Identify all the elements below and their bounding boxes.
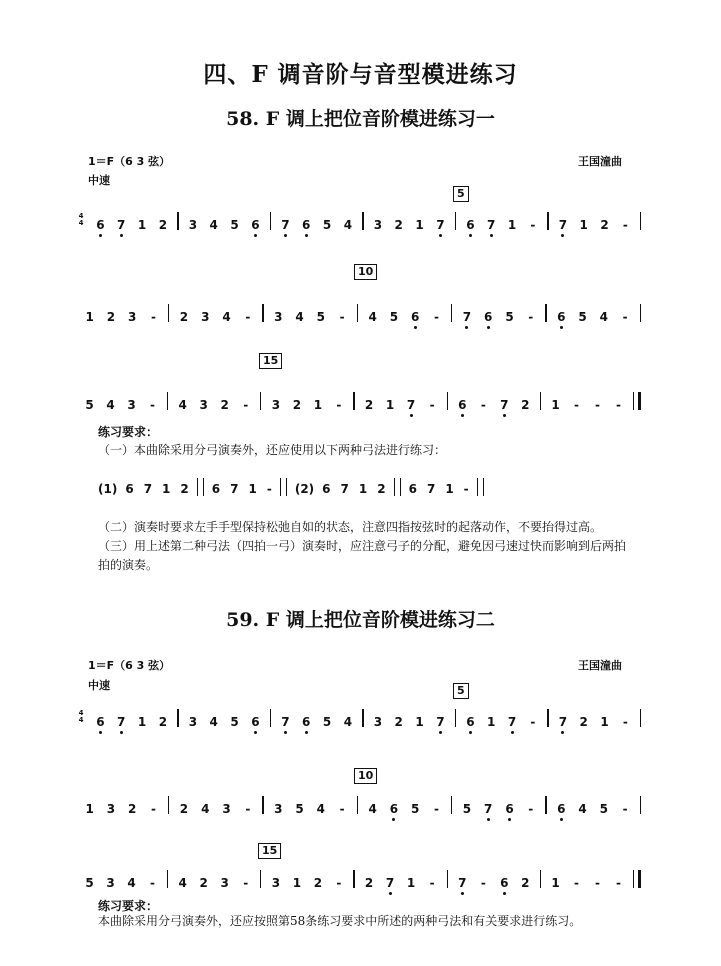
measure — [456, 208, 547, 232]
jianpu-note: 3 — [106, 876, 115, 890]
jianpu-note: 6 — [387, 792, 401, 816]
sustain-dash: - — [433, 310, 439, 324]
low-octave-dot — [120, 731, 123, 734]
exercise-59-line-3 — [75, 866, 641, 890]
sustain-dash: - — [480, 398, 486, 412]
low-octave-dot — [284, 731, 287, 734]
measure — [264, 792, 357, 816]
measure — [264, 300, 357, 324]
exercise-59-time-signature: 4 4 — [78, 709, 84, 724]
sustain-dash: - — [433, 802, 439, 816]
jianpu-note: 6 — [554, 792, 568, 816]
section-title: 四、F 调音阶与音型模进练习 — [203, 61, 518, 88]
jianpu-note: 3 — [188, 218, 198, 232]
jianpu-note: 3 — [373, 715, 383, 729]
jianpu-note: 3 — [373, 218, 383, 232]
jianpu-note: 5 — [505, 310, 514, 324]
low-octave-dot — [461, 414, 464, 417]
jianpu-note: 5 — [85, 398, 94, 412]
jianpu-note: 2 — [292, 398, 302, 412]
sustain-dash: - — [243, 398, 249, 412]
jianpu-note: 7 — [278, 705, 292, 729]
jianpu-note: 2 — [377, 482, 386, 496]
measure — [452, 300, 545, 324]
jianpu-note: 1 — [162, 482, 171, 496]
sustain-dash: - — [530, 218, 536, 232]
jianpu-note: 6 — [408, 300, 422, 324]
jianpu-note: 7 — [143, 482, 153, 496]
exercise-59-requirement-1: 本曲除采用分弓演奏外，还应按照第58条练习要求中所述的两种弓法和有关要求进行练习。 — [98, 914, 582, 928]
jianpu-note: 2 — [106, 310, 116, 324]
jianpu-note: 5 — [322, 715, 332, 729]
sustain-dash: - — [530, 715, 536, 729]
jianpu-note: 2 — [180, 482, 189, 496]
jianpu-note: 1 — [600, 715, 609, 729]
measure — [358, 300, 451, 324]
measure — [261, 388, 353, 412]
jianpu-note: 1 — [507, 218, 517, 232]
jianpu-note: 7 — [460, 300, 474, 324]
bowing-2-label: (2) — [294, 482, 315, 496]
jianpu-note: 7 — [556, 705, 570, 729]
sustain-dash: - — [266, 482, 272, 496]
sustain-dash: - — [245, 802, 251, 816]
measure — [75, 866, 167, 890]
jianpu-note: 3 — [220, 876, 229, 890]
exercise-58-rehearsal-mark-15: 15 — [259, 353, 282, 369]
measure — [271, 208, 362, 232]
sustain-dash: - — [574, 876, 579, 890]
measure — [452, 792, 545, 816]
jianpu-note: 4 — [295, 310, 304, 324]
jianpu-note: 7 — [433, 208, 447, 232]
measure — [448, 866, 540, 890]
sustain-dash: - — [574, 398, 579, 412]
jianpu-note: 4 — [209, 218, 218, 232]
jianpu-note: 7 — [404, 388, 418, 412]
low-octave-dot — [561, 234, 564, 237]
measure — [169, 300, 262, 324]
jianpu-note: 4 — [599, 310, 609, 324]
measure — [549, 208, 640, 232]
double-barline — [197, 478, 204, 496]
jianpu-note: 7 — [340, 482, 349, 496]
jianpu-note: 1 — [358, 482, 368, 496]
jianpu-note: 5 — [322, 218, 332, 232]
measure — [358, 792, 451, 816]
jianpu-note: 6 — [554, 300, 568, 324]
jianpu-note: 6 — [481, 300, 495, 324]
measure — [456, 705, 547, 729]
jianpu-note: 7 — [433, 705, 447, 729]
jianpu-note: 4 — [106, 398, 115, 412]
sustain-dash: - — [150, 802, 156, 816]
jianpu-note: 3 — [222, 802, 231, 816]
jianpu-note: 4 — [127, 876, 136, 890]
bowing-1-pattern-a — [125, 482, 188, 496]
jianpu-note: 6 — [503, 792, 517, 816]
barline — [640, 212, 641, 230]
measure — [75, 388, 167, 412]
measure — [261, 866, 353, 890]
jianpu-note: 7 — [481, 792, 495, 816]
measure — [549, 705, 640, 729]
bowing-1-pattern-b — [212, 482, 272, 496]
sustain-dash: - — [622, 802, 628, 816]
low-octave-dot — [561, 731, 564, 734]
jianpu-note: 1 — [292, 876, 302, 890]
low-octave-dot — [284, 234, 287, 237]
jianpu-note: 7 — [230, 482, 239, 496]
sustain-dash: - — [528, 802, 534, 816]
low-octave-dot — [439, 731, 442, 734]
measure — [547, 792, 640, 816]
jianpu-note: 2 — [158, 715, 168, 729]
exercise-59-title: 59. F 调上把位音阶模进练习二 — [226, 609, 495, 631]
low-octave-dot — [508, 818, 511, 821]
jianpu-note: 3 — [106, 802, 116, 816]
jianpu-note: 3 — [271, 398, 281, 412]
measure — [541, 388, 633, 412]
measure — [355, 866, 447, 890]
exercise-59-composer: 王国潼曲 — [578, 659, 622, 672]
jianpu-note: 4 — [316, 802, 326, 816]
low-octave-dot — [254, 234, 257, 237]
jianpu-note: 2 — [179, 802, 189, 816]
jianpu-note: 6 — [322, 482, 331, 496]
exercise-58-requirement-2: （二）演奏时要求左手手型保持松弛自如的状态，注意四指按弦时的起落动作，不要抬得过高。 — [98, 520, 603, 534]
jianpu-note: 6 — [93, 208, 107, 232]
jianpu-note: 6 — [463, 705, 477, 729]
measure — [271, 705, 362, 729]
sustain-dash: - — [336, 876, 342, 890]
low-octave-dot — [560, 326, 563, 329]
jianpu-note: 1 — [385, 398, 395, 412]
low-octave-dot — [469, 234, 472, 237]
final-barline — [633, 870, 641, 888]
jianpu-note: 2 — [220, 398, 229, 412]
jianpu-note: 5 — [411, 802, 420, 816]
low-octave-dot — [99, 234, 102, 237]
exercise-58-line-1 — [86, 208, 641, 232]
exercise-59-rehearsal-mark-15: 15 — [258, 843, 281, 859]
final-barline — [633, 392, 641, 410]
jianpu-note: 6 — [299, 208, 313, 232]
low-octave-dot — [414, 326, 417, 329]
measure — [179, 208, 270, 232]
jianpu-note: 1 — [85, 310, 94, 324]
exercise-59-tempo: 中速 — [88, 679, 110, 692]
jianpu-note: 4 — [343, 218, 353, 232]
measure — [169, 792, 262, 816]
measure — [364, 208, 455, 232]
jianpu-note: 3 — [271, 876, 281, 890]
measure — [179, 705, 270, 729]
jianpu-note: 2 — [199, 876, 208, 890]
low-octave-dot — [254, 731, 257, 734]
jianpu-note: 6 — [299, 705, 313, 729]
jianpu-note: 3 — [201, 310, 210, 324]
jianpu-note: 5 — [578, 310, 587, 324]
low-octave-dot — [465, 326, 468, 329]
jianpu-note: 3 — [188, 715, 198, 729]
low-octave-dot — [511, 731, 514, 734]
jianpu-note: 4 — [222, 310, 231, 324]
sustain-dash: - — [622, 218, 628, 232]
jianpu-note: 5 — [295, 802, 304, 816]
exercise-58-requirement-1: （一）本曲除采用分弓演奏外，还应使用以下两种弓法进行练习： — [98, 443, 447, 457]
double-barline — [280, 478, 287, 496]
exercise-58-rehearsal-mark-5: 5 — [453, 186, 469, 202]
jianpu-note: 4 — [368, 802, 377, 816]
low-octave-dot — [305, 234, 308, 237]
exercise-58-requirement-3: （三）用上述第二种弓法（四拍一弓）演奏时，应注意弓子的分配，避免因弓速过快而影响到后两拍拍的演奏。 — [98, 539, 627, 572]
bowing-2-pattern-a — [322, 482, 385, 496]
measure — [86, 208, 177, 232]
sustain-dash: - — [528, 310, 534, 324]
low-octave-dot — [503, 414, 506, 417]
jianpu-note: 2 — [128, 802, 137, 816]
jianpu-note: 7 — [114, 208, 128, 232]
jianpu-note: 3 — [199, 398, 208, 412]
exercise-59-key-signature: 1＝F（6 3 弦） — [88, 659, 171, 672]
jianpu-note: 4 — [178, 398, 187, 412]
sustain-dash: - — [336, 398, 342, 412]
sustain-dash: - — [622, 310, 628, 324]
measure — [75, 792, 168, 816]
jianpu-note: 6 — [408, 482, 417, 496]
measure — [75, 300, 168, 324]
jianpu-note: 3 — [127, 398, 136, 412]
low-octave-dot — [392, 818, 395, 821]
low-octave-dot — [469, 731, 472, 734]
jianpu-note: 5 — [316, 310, 326, 324]
jianpu-note: 4 — [178, 876, 187, 890]
jianpu-note: 5 — [230, 715, 239, 729]
jianpu-note: 6 — [93, 705, 107, 729]
jianpu-note: 6 — [463, 208, 477, 232]
jianpu-note: 6 — [125, 482, 134, 496]
jianpu-note: 3 — [274, 802, 283, 816]
low-octave-dot — [461, 892, 464, 895]
sustain-dash: - — [480, 876, 486, 890]
barline — [640, 304, 641, 322]
measure — [86, 705, 177, 729]
jianpu-note: 3 — [128, 310, 137, 324]
barline — [640, 796, 641, 814]
jianpu-note: 7 — [383, 866, 397, 890]
jianpu-note: 4 — [368, 310, 377, 324]
exercise-58-bowing-examples — [98, 478, 484, 496]
jianpu-note: 1 — [551, 876, 560, 890]
sustain-dash: - — [622, 715, 628, 729]
sustain-dash: - — [616, 876, 621, 890]
jianpu-note: 3 — [274, 310, 283, 324]
bowing-1-label: (1) — [98, 482, 118, 496]
jianpu-note: 1 — [137, 218, 147, 232]
jianpu-note: 2 — [521, 398, 530, 412]
sustain-dash: - — [245, 310, 251, 324]
jianpu-note: 6 — [455, 388, 469, 412]
jianpu-note: 2 — [579, 715, 588, 729]
exercise-59-requirements-heading: 练习要求： — [98, 899, 159, 913]
sustain-dash: - — [339, 802, 345, 816]
jianpu-note: 1 — [313, 398, 323, 412]
jianpu-note: 5 — [599, 802, 609, 816]
jianpu-note: 2 — [364, 876, 374, 890]
jianpu-note: 7 — [455, 866, 469, 890]
exercise-58-line-2 — [75, 300, 641, 324]
exercise-59-line-2 — [75, 792, 641, 816]
low-octave-dot — [120, 234, 123, 237]
jianpu-note: 4 — [209, 715, 218, 729]
bowing-2-pattern-b — [409, 482, 469, 496]
low-octave-dot — [490, 234, 493, 237]
jianpu-note: 6 — [248, 705, 262, 729]
jianpu-note: 7 — [114, 705, 128, 729]
exercise-59-rehearsal-mark-5: 5 — [453, 683, 469, 699]
jianpu-note: 2 — [600, 218, 609, 232]
low-octave-dot — [305, 731, 308, 734]
jianpu-note: 5 — [462, 802, 472, 816]
jianpu-note: 2 — [158, 218, 168, 232]
low-octave-dot — [99, 731, 102, 734]
jianpu-note: 6 — [248, 208, 262, 232]
jianpu-note: 6 — [211, 482, 221, 496]
measure — [448, 388, 540, 412]
exercise-58-key-signature: 1＝F（6 3 弦） — [88, 155, 171, 168]
measure — [547, 300, 640, 324]
jianpu-note: 2 — [394, 715, 403, 729]
sustain-dash: - — [595, 876, 600, 890]
jianpu-note: 6 — [497, 866, 511, 890]
jianpu-note: 2 — [179, 310, 189, 324]
jianpu-note: 2 — [521, 876, 530, 890]
sustain-dash: - — [339, 310, 345, 324]
barline — [640, 709, 641, 727]
sustain-dash: - — [429, 876, 435, 890]
jianpu-note: 1 — [248, 482, 257, 496]
exercise-59-line-1 — [86, 705, 641, 729]
sustain-dash: - — [150, 876, 155, 890]
low-octave-dot — [439, 234, 442, 237]
sustain-dash: - — [616, 398, 621, 412]
jianpu-note: 5 — [230, 218, 239, 232]
jianpu-note: 1 — [137, 715, 147, 729]
jianpu-note: 4 — [578, 802, 587, 816]
measure — [364, 705, 455, 729]
exercise-58-line-3 — [75, 388, 641, 412]
jianpu-note: 1 — [445, 482, 454, 496]
jianpu-note: 2 — [394, 218, 403, 232]
low-octave-dot — [560, 818, 563, 821]
measure — [541, 866, 633, 890]
jianpu-note: 4 — [343, 715, 353, 729]
low-octave-dot — [487, 326, 490, 329]
exercise-58-composer: 王国潼曲 — [578, 155, 622, 168]
jianpu-note: 4 — [201, 802, 210, 816]
measure — [355, 388, 447, 412]
jianpu-note: 7 — [484, 208, 498, 232]
sustain-dash: - — [150, 310, 156, 324]
exercise-58-requirements-heading: 练习要求： — [98, 425, 159, 439]
jianpu-note: 5 — [85, 876, 94, 890]
jianpu-note: 1 — [551, 398, 560, 412]
sustain-dash: - — [150, 398, 155, 412]
jianpu-note: 1 — [579, 218, 588, 232]
low-octave-dot — [410, 414, 413, 417]
jianpu-note: 2 — [313, 876, 323, 890]
sustain-dash: - — [595, 398, 600, 412]
jianpu-note: 1 — [487, 715, 496, 729]
sustain-dash: - — [463, 482, 469, 496]
exercise-59-rehearsal-mark-10: 10 — [354, 768, 377, 784]
jianpu-note: 1 — [85, 802, 94, 816]
jianpu-note: 7 — [505, 705, 519, 729]
exercise-58-title: 58. F 调上把位音阶模进练习一 — [226, 108, 495, 130]
jianpu-note: 7 — [426, 482, 436, 496]
double-barline — [394, 478, 401, 496]
jianpu-note: 5 — [389, 310, 399, 324]
jianpu-note: 1 — [415, 715, 424, 729]
sustain-dash: - — [243, 876, 249, 890]
jianpu-note: 1 — [406, 876, 416, 890]
jianpu-note: 1 — [415, 218, 424, 232]
low-octave-dot — [389, 892, 392, 895]
measure — [168, 866, 260, 890]
sustain-dash: - — [429, 398, 435, 412]
jianpu-note: 7 — [278, 208, 292, 232]
exercise-58-time-signature: 4 4 — [78, 212, 84, 227]
exercise-58-rehearsal-mark-10: 10 — [354, 264, 377, 280]
jianpu-note: 2 — [364, 398, 374, 412]
double-barline — [477, 478, 484, 496]
low-octave-dot — [503, 892, 506, 895]
measure — [168, 388, 260, 412]
exercise-58-tempo: 中速 — [88, 174, 110, 187]
low-octave-dot — [487, 818, 490, 821]
jianpu-note: 7 — [556, 208, 570, 232]
jianpu-note: 7 — [497, 388, 511, 412]
